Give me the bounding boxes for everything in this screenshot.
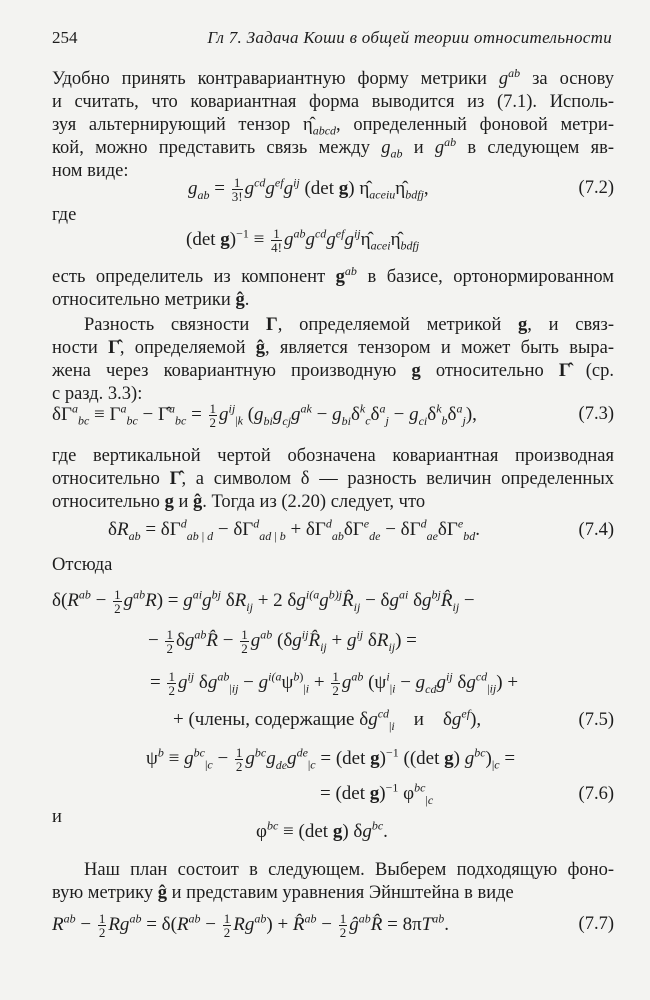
equation-7-7: $R^{ab}$ − $\frac{1}{2}$ $Rg^{ab} = \delta(R^{ab}$ − $\frac{1}{2}$ $Rg^{ab}$) + R̂$^{ab}$ − $\frac{1}{2}$ $ĝ^{ab}R̂ = 8\pi T^{ab}$. xyxy=(52,911,449,940)
text-line: Наш план состоит в следующем. Выберем подходящую фоно- xyxy=(84,860,614,880)
equation-number: (7.7) xyxy=(578,914,614,934)
equation-7-5-line1: $\delta(R^{ab}$ − $\frac{1}{2}$ $g^{ab}R) = g^{ai}g^{bj}$ $\delta R_{ij} + 2$ $\delta g^{i(a}g^{b)j}R̂_{ij} - \delta g^{ai}$ $\delta g^{bj}R̂_{ij}$ − xyxy=(52,587,475,616)
equation-7-6-line1: $\psi^b \equiv g^{bc}_{|c}$ − $\frac{1}{2}$ $g^{bc}g_{de}g^{de}_{|c} = (\det$ g)$^{-1}$ ((det g) $g^{bc})_{|c}$ = xyxy=(146,745,516,774)
text-line: зуя альтернирующий тензор $\etâ_{abcd}$, определенный фоновой метри- xyxy=(52,115,614,138)
text-line: Разность связности Γ, определяемой метрикой g, и связ- xyxy=(84,315,614,335)
equation-7-3: $\delta\Gamma^a_{bc} \equiv \Gamma^a_{bc}$ − Γ̂$^a_{bc}$ = $\frac{1}{2}$ $g^{ij}_{|k}$ $(g_{bi}g_{cj}g^{ak} - g_{bi}\delta^k_c\delta^a_j - g_{ci}\delta^k_b\delta^a_j)$, xyxy=(52,401,477,430)
chapter-title: Гл 7. Задача Коши в общей теории относительности xyxy=(207,28,612,47)
equation-7-5-line3: = $\frac{1}{2}$ $g^{ij}$ $\delta g^{ab}_{|ij} - g^{i(a}\psi^{b)}_{|i}$ + $\frac{1}{2}$ $g^{ab}$ ($\psi^i_{|i} - g_{cd}g^{ij}$ $\delta g^{cd}_{|ij}$) + xyxy=(150,669,519,698)
equation-7-6-line2: = (det g)$^{-1}$ $\varphi^{bc}_{|c}$ xyxy=(320,780,434,807)
text-line: кой, можно представить связь между $g_{ab}$ и $g^{ab}$ в следующем яв- xyxy=(52,134,615,161)
text-line: относительно Γ̂, а символом δ — разность величин определенных xyxy=(52,469,614,489)
text-line: ном виде: xyxy=(52,161,129,181)
text-line: жена через ковариантную производную g относительно Γ̂ (ср. xyxy=(52,361,614,381)
equation-phi: $\varphi^{bc} \equiv (\det$ g) $\delta g^{bc}$. xyxy=(256,818,388,842)
running-header xyxy=(52,28,612,50)
text-line: ности Γ̂, определяемой ĝ, является тензором и может быть выра- xyxy=(52,338,615,358)
page-number: 254 xyxy=(52,28,78,47)
text-line: Отсюда xyxy=(52,555,113,575)
text-line: Удобно принять контравариантную форму метрики $g^{ab}$ за основу xyxy=(52,65,615,89)
text-line: вую метрику ĝ и представим уравнения Эйнштейна в виде xyxy=(52,883,514,903)
text-line: и считать, что ковариантная форма выводится из (7.1). Исполь- xyxy=(52,92,614,112)
text-line: где вертикальной чертой обозначена ковариантная производная xyxy=(52,446,614,466)
equation-det: (det g)$^{-1}$ ≡ $\frac{1}{4!}$ $g^{ab}g^{cd}g^{ef}g^{ij}\etâ_{acei}\etâ_{bdfj}$ xyxy=(186,226,420,255)
equation-7-2: $g_{ab}$ = $\frac{1}{3!}$ $g^{cd}g^{ef}g^{ij}$ (det g) $\etâ_{aceiu}\etâ_{bdfj}$, xyxy=(188,175,429,204)
equation-number: (7.6) xyxy=(578,784,614,804)
equation-number: (7.5) xyxy=(578,710,614,730)
text-line: относительно g и ĝ. Тогда из (2.20) следует, что xyxy=(52,492,426,512)
text-line: с разд. 3.3): xyxy=(52,384,143,404)
equation-number: (7.2) xyxy=(578,178,614,198)
equation-number: (7.4) xyxy=(578,520,614,540)
equation-7-5-line2: − $\frac{1}{2}$ $\delta g^{ab}R̂$ − $\frac{1}{2}$ $g^{ab}$ ($\delta g^{ij}R̂_{ij} + g^{ij}$ $\delta R_{ij}$) = xyxy=(148,627,417,656)
equation-7-4: $\delta R_{ab} = \delta\Gamma^d_{ab | d} - \delta\Gamma^d_{ad | b} + \delta\Gamma^d_{ab}\delta\Gamma^e_{de} - \delta\Gamma^d_{ae}\delta\Gamma^e_{bd}$. xyxy=(108,516,480,543)
text-line: где xyxy=(52,205,77,225)
text-line: относительно метрики ĝ. xyxy=(52,290,250,310)
text-line: есть определитель из компонент $g^{ab}$ в базисе, ортонормированном xyxy=(52,263,614,287)
equation-7-5-line4: + (члены, содержащие $\delta g^{cd}_{|i}$ и $\delta g^{ef}$), xyxy=(173,706,482,733)
text-line: и xyxy=(52,807,62,827)
equation-number: (7.3) xyxy=(578,404,614,424)
